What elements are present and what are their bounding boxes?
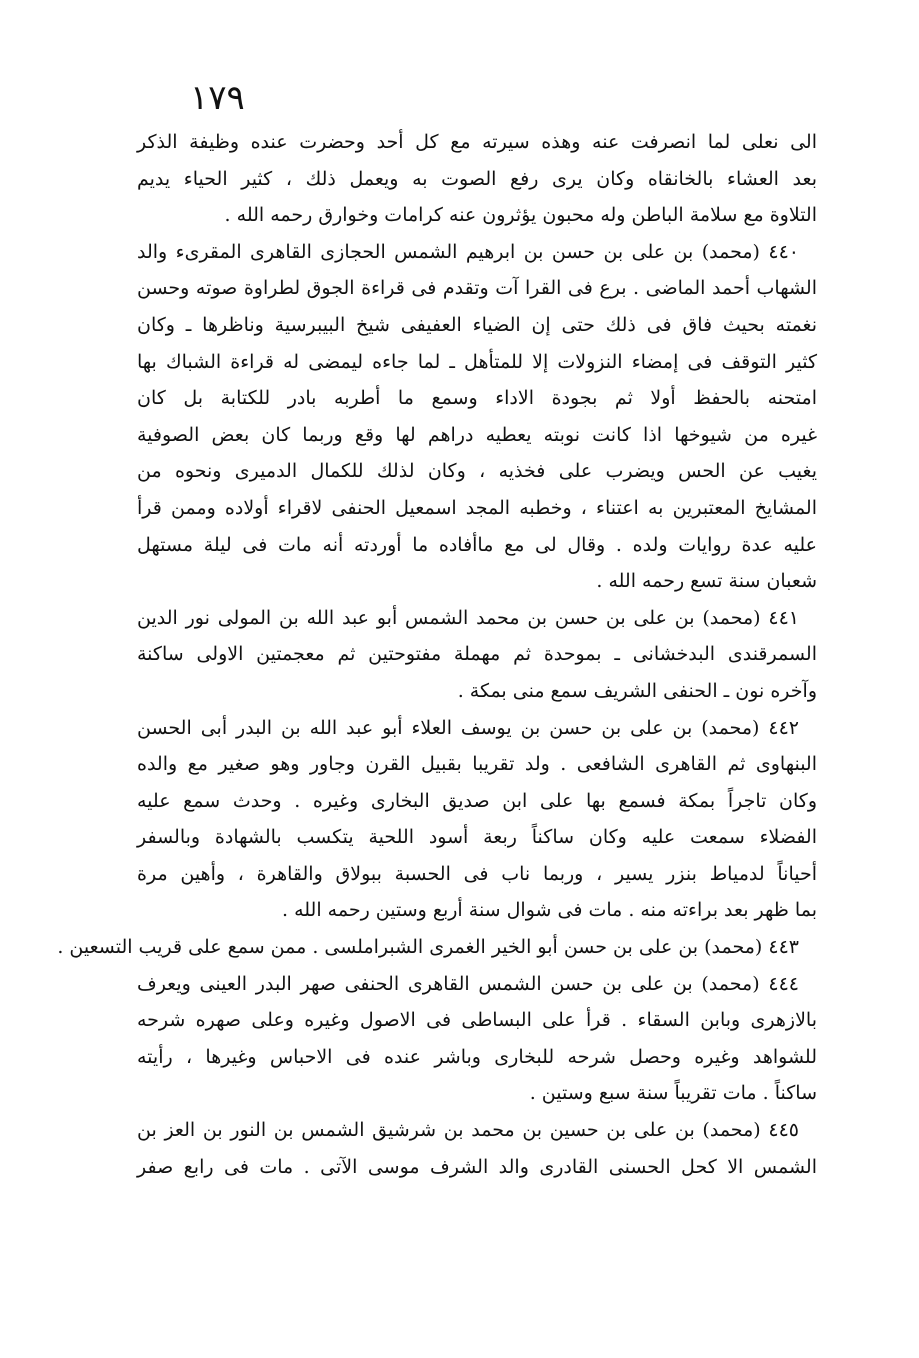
text-line: بما ظهر بعد براءته منه . مات فى شوال سنة أربع وستين رحمه الله .: [282, 899, 817, 922]
text-line: ساكناً . مات تقريباً سنة سبع وستين .: [529, 1082, 817, 1105]
text-line: الفضلاء سمعت عليه وكان ساكناً ربعة أسود اللحية يتكسب بالشهادة وبالسفر: [137, 826, 817, 849]
text-line: كثير التوقف فى إمضاء النزولات إلا للمتأهل ـ لما جاءه ليمضى له قراءة الشباك بها: [137, 350, 817, 373]
entry-443: ٤٤٣ (محمد) بن على بن حسن أبو الخير الغمرى الشبراملسى . ممن سمع على قريب التسعين .: [57, 936, 799, 959]
entry-444-start: ٤٤٤ (محمد) بن على بن حسن الشمس القاهرى الحنفى صهر البدر العينى ويعرف: [137, 972, 799, 995]
text-line: عليه عدة روايات ولده . وقال لى مع ماأفاده ما أوردته أنه مات فى ليلة مستهل: [137, 533, 817, 556]
text-line: شعبان سنة تسع رحمه الله .: [596, 570, 817, 593]
text-line: وآخره نون ـ الحنفى الشريف سمع منى بمكة .: [457, 679, 817, 702]
text-line: يغيب عن الحس ويضرب على فخذيه ، وكان لذلك للكمال الدميرى ونحوه من: [137, 460, 817, 483]
entry-441-start: ٤٤١ (محمد) بن على بن حسن بن محمد الشمس أبو عبد الله بن المولى نور الدين: [137, 606, 799, 629]
text-line: السمرقندى البدخشانى ـ بموحدة ثم مهملة مفتوحتين ثم معجمتين الاولى ساكنة: [137, 643, 817, 666]
text-line: الشمس الا كحل الحسنى القادرى والد الشرف موسى الآتى . مات فى رابع صفر: [137, 1155, 817, 1178]
text-line: بعد العشاء بالخانقاه وكان يرى رفع الصوت به ويعمل ذلك ، كثير الحياء يديم: [137, 167, 817, 190]
body-text: [57, 124, 817, 1185]
text-line: وكان تاجراً بمكة فسمع بها على ابن صديق البخارى وغيره . وحدث سمع عليه: [137, 789, 817, 812]
text-line: البنهاوى ثم القاهرى الشافعى . ولد تقريبا بقبيل القرن وجاور وهو صغير مع والده: [137, 753, 817, 776]
text-line: للشواهد وغيره وحصل شرحه للبخارى وباشر عنده فى الاحباس وغيرها ، رأيته: [137, 1045, 817, 1068]
text-line: الى نعلى لما انصرفت عنه وهذه سيرته مع كل أحد وحضرت عنده وظيفة الذكر: [137, 131, 817, 153]
text-line: غيره من شيوخها اذا كانت نوبته يعطيه دراهم لها وقع وربما كان بعض الصوفية: [137, 423, 817, 446]
text-line: المشايخ المعتبرين به اعتناء ، وخطبه المجد اسمعيل الحنفى لاقراء أولاده وممن قرأ: [137, 496, 817, 519]
text-line: بالازهرى وبابن السقاء . قرأ على البساطى فى الاصول وغيره وعلى صهره شرحه: [137, 1009, 817, 1032]
page-number: ١٧٩: [190, 78, 245, 118]
text-line: نغمته بحيث فاق فى ذلك حتى إن الضياء العفيفى شيخ البيبرسية وناظرها ـ وكان: [137, 313, 817, 336]
entry-445-start: ٤٤٥ (محمد) بن على بن حسين بن محمد بن شرشيق الشمس بن النور بن العز بن: [137, 1119, 799, 1142]
text-line: الشهاب أحمد الماضى . برع فى القرا آت وتقدم فى قراءة الجوق لطراوة صوته وحسن: [137, 277, 817, 300]
entry-442-start: ٤٤٢ (محمد) بن على بن حسن بن يوسف العلاء أبو عبد الله بن البدر أبى الحسن: [137, 716, 799, 739]
text-line: أحياناً لدمياط بنزر يسير ، وربما ناب فى الحسبة ببولاق والقاهرة ، وأهين مرة: [137, 862, 817, 885]
text-line: التلاوة مع سلامة الباطن وله محبون يؤثرون عنه كرامات وخوارق رحمه الله .: [224, 204, 817, 227]
text-line: امتحنه بالحفظ أولا ثم بجودة الاداء وسمع ما أطربه بادر للكتابة بل كان: [137, 387, 817, 410]
entry-440-start: ٤٤٠ (محمد) بن على بن حسن بن ابرهيم الشمس الحجازى القاهرى المقرىء والد: [137, 240, 799, 263]
